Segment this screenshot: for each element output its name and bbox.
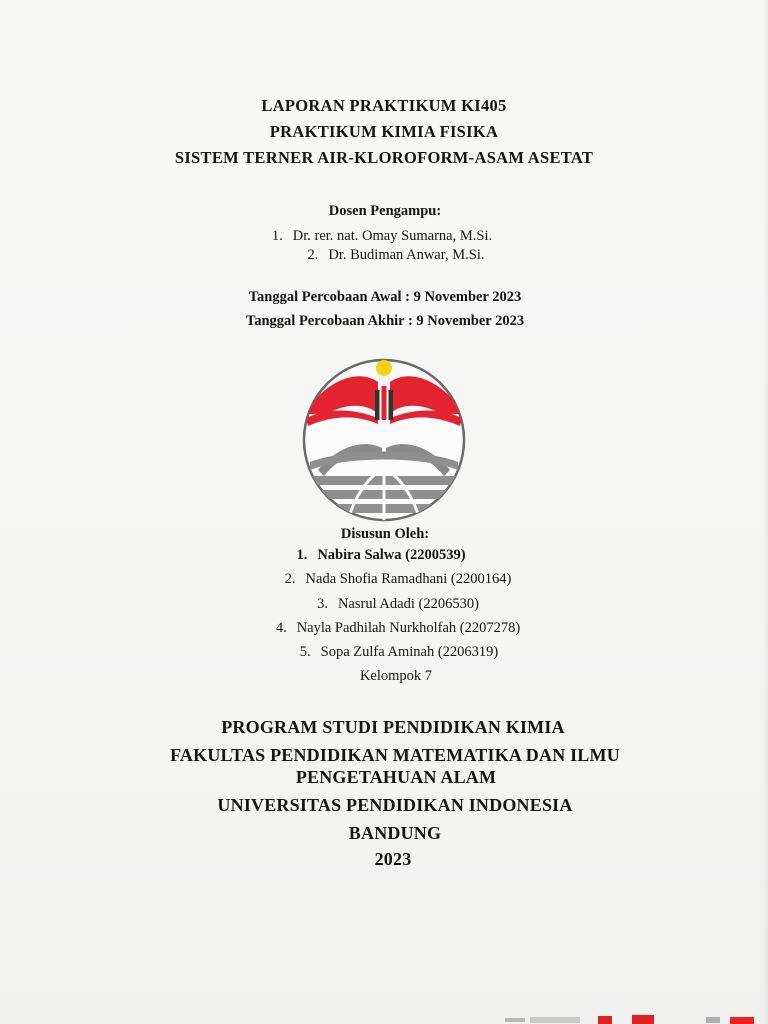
lecturer-item [0,228,766,245]
faculty-line-1: FAKULTAS PENDIDIKAN MATEMATIKA DAN ILMU [170,745,620,765]
author-item [14,596,768,613]
page-edge-shadow [762,0,768,1024]
upi-university-logo-icon [296,352,472,522]
experiment-title: SISTEM TERNER AIR-KLOROFORM-ASAM ASETAT [174,148,594,167]
report-title: LAPORAN PRAKTIKUM KI405 [261,96,507,115]
lecturer-heading: Dosen Pengampu: [328,203,442,219]
author-name: Nasrul Adadi (2206530) [337,596,479,612]
author-item [14,620,768,637]
lecturer-number: 1. [271,228,283,244]
city: BANDUNG [348,823,442,843]
author-number: 5. [299,644,311,660]
author-item [14,571,768,588]
scan-edge-marks [0,1012,768,1024]
university-name: UNIVERSITAS PENDIDIKAN INDONESIA [217,795,573,815]
start-date: Tanggal Percobaan Awal : 9 November 2023 [248,289,522,305]
group-label: Kelompok 7 [359,668,433,684]
year: 2023 [374,849,412,869]
lecturer-number: 2. [307,247,319,263]
author-number: 4. [275,620,287,636]
authors-heading: Disusun Oleh: [340,526,430,542]
faculty-line-2: PENGETAHUAN ALAM [295,767,497,787]
course-title: PRAKTIKUM KIMIA FISIKA [269,122,499,141]
author-name: Nada Shofia Ramadhani (2200164) [305,571,512,587]
author-item [0,547,765,564]
lecturer-name: Dr. Budiman Anwar, M.Si. [328,247,485,263]
author-name: Nabira Salwa (2200539) [317,547,466,563]
author-number: 2. [284,571,296,587]
lecturer-item [12,247,768,264]
lecturer-name: Dr. rer. nat. Omay Sumarna, M.Si. [292,228,493,244]
end-date: Tanggal Percobaan Akhir : 9 November 2023 [245,313,525,329]
author-number: 1. [296,547,308,563]
author-item [15,644,768,661]
author-number: 3. [317,596,328,612]
author-name: Nayla Padhilah Nurkholfah (2207278) [296,620,521,636]
study-program: PROGRAM STUDI PENDIDIKAN KIMIA [221,717,565,737]
author-name: Sopa Zulfa Aminah (2206319) [320,644,499,660]
